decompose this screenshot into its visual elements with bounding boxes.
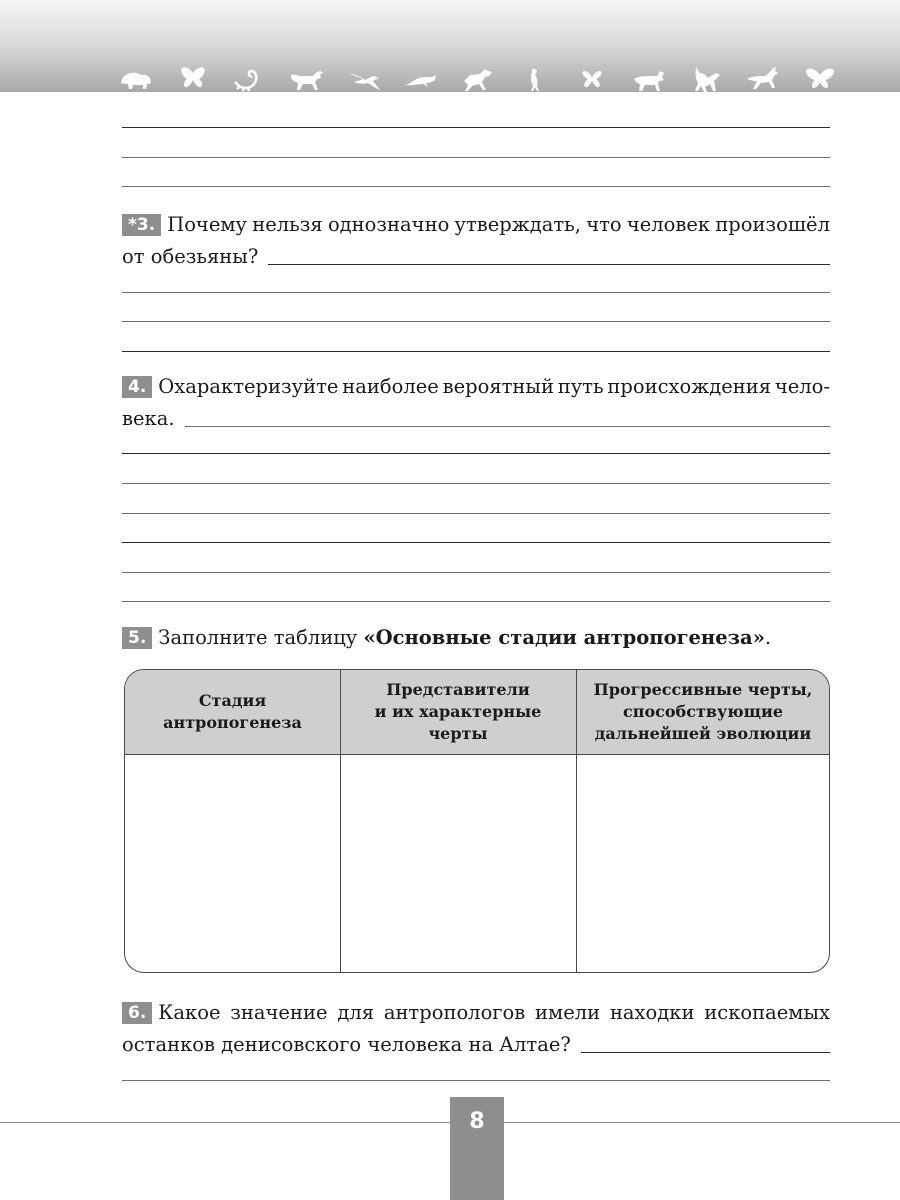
swallow-icon [346, 65, 382, 93]
question-word: антропологов [383, 1001, 526, 1024]
question-word: находки [609, 1001, 695, 1024]
answer-line[interactable] [268, 264, 830, 265]
dolphin-icon [403, 65, 439, 93]
moth-icon [802, 65, 838, 93]
answer-line[interactable] [122, 321, 830, 322]
question-text: Заполните таблицу [158, 626, 364, 649]
page-number: 8 [469, 1109, 485, 1134]
answer-line[interactable] [122, 572, 830, 573]
question-number-badge: 6. [122, 1002, 152, 1024]
question-4 [122, 371, 830, 435]
answer-line[interactable] [122, 601, 830, 602]
question-5 [122, 622, 830, 654]
answer-line[interactable] [122, 513, 830, 514]
bird-icon [517, 65, 553, 93]
page-number-tab [450, 1097, 504, 1200]
question-number-badge: 5. [122, 627, 152, 649]
table-header-progressive-traits: Прогрессивные черты, способствующие дальнейшей эволюции [593, 680, 813, 743]
question-number-badge: 4. [122, 376, 152, 398]
answer-line[interactable] [122, 186, 830, 187]
answer-line[interactable] [122, 157, 830, 158]
question-5-line [122, 622, 830, 654]
scorpion-icon [232, 65, 268, 93]
gazelle-icon [745, 65, 781, 93]
question-word: путь [557, 375, 604, 398]
question-word: человек [626, 213, 711, 236]
question-text: от обезьяны? [122, 245, 259, 268]
question-6-line-1 [122, 997, 830, 1029]
antelope-icon [631, 65, 667, 93]
answer-line[interactable] [185, 426, 830, 427]
question-6 [122, 997, 830, 1061]
question-word: Какое [158, 1001, 221, 1024]
table-cell-representatives[interactable] [341, 755, 576, 972]
answer-line[interactable] [122, 483, 830, 484]
bison-icon [118, 65, 154, 93]
question-word: Почему [167, 213, 248, 236]
wolf-icon [460, 65, 496, 93]
question-word: вероятный [442, 375, 554, 398]
stages-table [124, 669, 830, 973]
question-word: произошёл [715, 213, 830, 236]
question-3 [122, 209, 830, 273]
table-cell-stage[interactable] [125, 755, 340, 972]
butterfly-icon [175, 65, 211, 93]
question-word: нельзя [252, 213, 323, 236]
table-title: «Основные стадии антропогенеза» [363, 626, 765, 649]
cat-icon [688, 65, 724, 93]
question-text: века. [122, 407, 175, 430]
table-cell-progressive-traits[interactable] [577, 755, 830, 972]
question-word: Охарактеризуйте [158, 375, 339, 398]
table-header-representatives: Представители и их характерные черты [374, 680, 542, 743]
question-word: значение [230, 1001, 328, 1024]
question-word: для [337, 1001, 375, 1024]
answer-line[interactable] [122, 127, 830, 128]
question-4-line-2 [122, 403, 830, 435]
question-word: что [586, 213, 622, 236]
question-word: чело- [774, 375, 830, 398]
animal-silhouettes-row [118, 62, 838, 96]
question-text: останков денисовского человека на Алтае? [122, 1033, 571, 1056]
answer-line[interactable] [122, 1080, 830, 1081]
horse-icon [289, 65, 325, 93]
table-header-stage: Стадия антропогенеза [163, 691, 302, 732]
answer-line[interactable] [122, 351, 830, 352]
question-word: имели [535, 1001, 601, 1024]
question-word: утверждать, [454, 213, 581, 236]
question-text-end: . [764, 626, 772, 649]
question-word: ископаемых [704, 1001, 830, 1024]
question-3-line-1 [122, 209, 830, 241]
question-4-line-1 [122, 371, 830, 403]
question-6-line-2 [122, 1029, 830, 1061]
question-word: происхождения [607, 375, 772, 398]
question-number-badge: *3. [122, 214, 161, 236]
question-word: однозначно [327, 213, 450, 236]
answer-line[interactable] [122, 292, 830, 293]
question-3-line-2 [122, 241, 830, 273]
answer-line[interactable] [581, 1052, 830, 1053]
answer-line[interactable] [122, 542, 830, 543]
question-word: наиболее [342, 375, 439, 398]
bee-icon [574, 65, 610, 93]
answer-line[interactable] [122, 453, 830, 454]
